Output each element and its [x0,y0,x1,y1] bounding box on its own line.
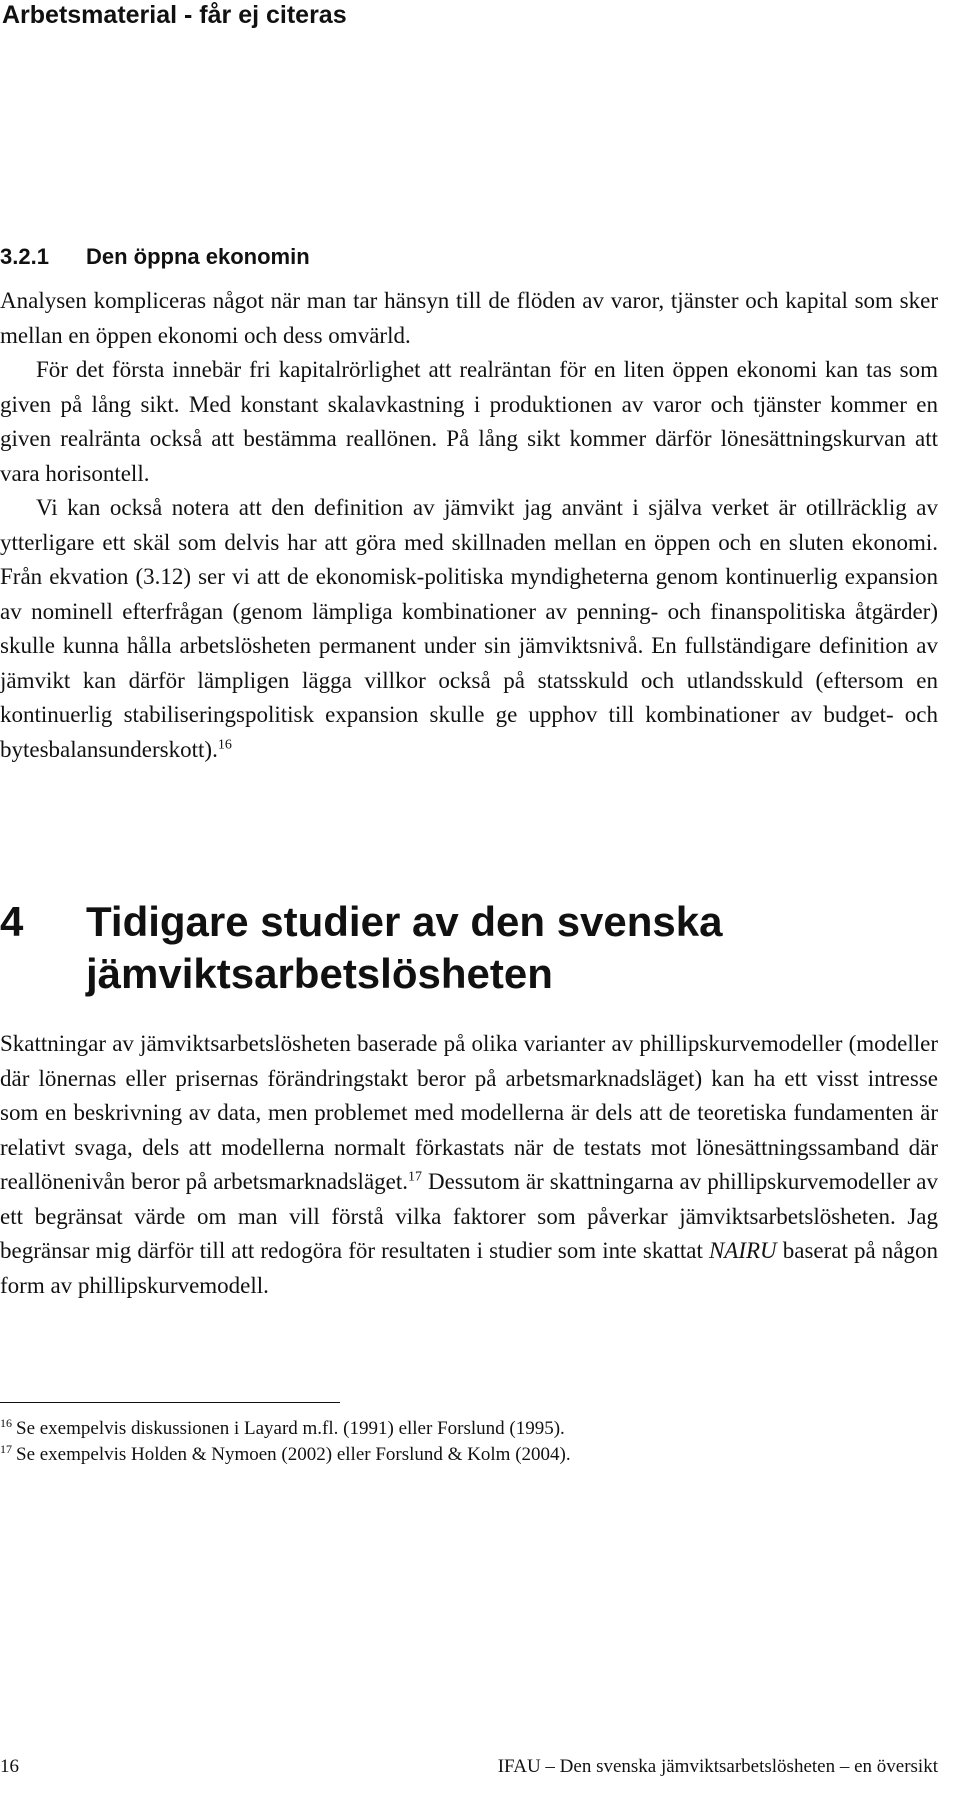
chapter-title-line-2: jämviktsarbetslösheten [86,950,553,997]
running-title: IFAU – Den svenska jämviktsarbetslösheten – en översikt [497,1756,938,1777]
chapter-heading [0,896,938,1000]
footnote-ref-17[interactable]: 17 [408,1169,423,1185]
chapter-paragraph [0,1027,938,1303]
footnote-text: Se exempelvis diskussionen i Layard m.fl. (1991) eller Forslund (1995). [16,1418,565,1439]
chapter-paragraph-part-b: Dessutom är skattningarna av phillipskurvemodeller av ett begränsat värde om man vill förstå vilka faktorer som påverkar jämviktsarbetslösheten. Jag begränsar mig därför till att redogöra för resultaten i studier som inte skattat [0,1169,938,1263]
subsection-heading [0,242,310,272]
subsection-number: 3.2.1 [0,244,49,269]
footnote-16 [0,1416,571,1442]
nairu-term: NAIRU [708,1238,777,1263]
chapter-paragraph-part-c: baserat på någon form av phillipskurvemodell. [0,1238,938,1298]
footnote-text: Se exempelvis Holden & Nymoen (2002) eller Forslund & Kolm (2004). [16,1444,571,1465]
footnote-number: 17 [0,1441,12,1456]
footnote-17 [0,1442,571,1468]
paragraph-3-text: Vi kan också notera att den definition av jämvikt jag använt i själva verket är otillräcklig av ytterligare ett skäl som delvis har att göra med skillnaden mellan en öppen och en sluten ekonomi. Från ekvation (3.12) ser vi att de ekonomisk-politiska myndigheterna genom kontinuerlig expansion av nominell efterfrågan (genom lämpliga kombinationer av penning- och finanspolitiska åtgärder) skulle kunna hålla arbetslösheten permanent under sin jämviktsnivå. En fullständigare definition av jämvikt kan därför lämpligen lägga villkor också på statsskuld och utlandsskuld (eftersom en kontinuerlig stabiliseringspolitisk expansion skulle ge upphov till kombinationer av budget- och bytesbalansunderskott). [0,495,938,762]
subsection-title: Den öppna ekonomin [86,244,310,269]
document-header: Arbetsmaterial - får ej citeras [2,1,347,29]
paragraph-3 [0,491,938,767]
chapter-number: 4 [0,898,24,945]
chapter-paragraph-part-a: Skattningar av jämviktsarbetslösheten baserade på olika varianter av phillipskurvemodeller (modeller där lönernas eller prisernas förändringstakt beror på arbetsmarknadsläget) kan ha ett visst intresse som en beskrivning av data, men problemet med modellerna är dels att de teoretiska fundamenten är relativt svaga, dels att modellerna normalt förkastats när de testats mot lönesättningssamband där reallönenivån beror på arbetsmarknadsläget. [0,1031,938,1194]
page-footer [0,1754,938,1780]
page-number: 16 [0,1756,19,1777]
footnote-ref-16[interactable]: 16 [217,736,232,752]
footnotes [0,1416,571,1468]
section-body [0,284,938,767]
chapter-title-line-1: Tidigare studier av den svenska [86,898,723,945]
paragraph-2: För det första innebär fri kapitalrörlighet att realräntan för en liten öppen ekonomi kan tas som given på lång sikt. Med konstant skalavkastning i produktionen av varor och tjänster kommer en given realränta också att bestämma reallönen. På lång sikt kommer därför lönesättningskurvan att vara horisontell. [0,357,938,486]
footnote-number: 16 [0,1415,12,1430]
footnote-divider [0,1402,340,1403]
chapter-body [0,1027,938,1303]
paragraph-1: Analysen kompliceras något när man tar hänsyn till de flöden av varor, tjänster och kapital som sker mellan en öppen ekonomi och dess omvärld. [0,288,938,348]
